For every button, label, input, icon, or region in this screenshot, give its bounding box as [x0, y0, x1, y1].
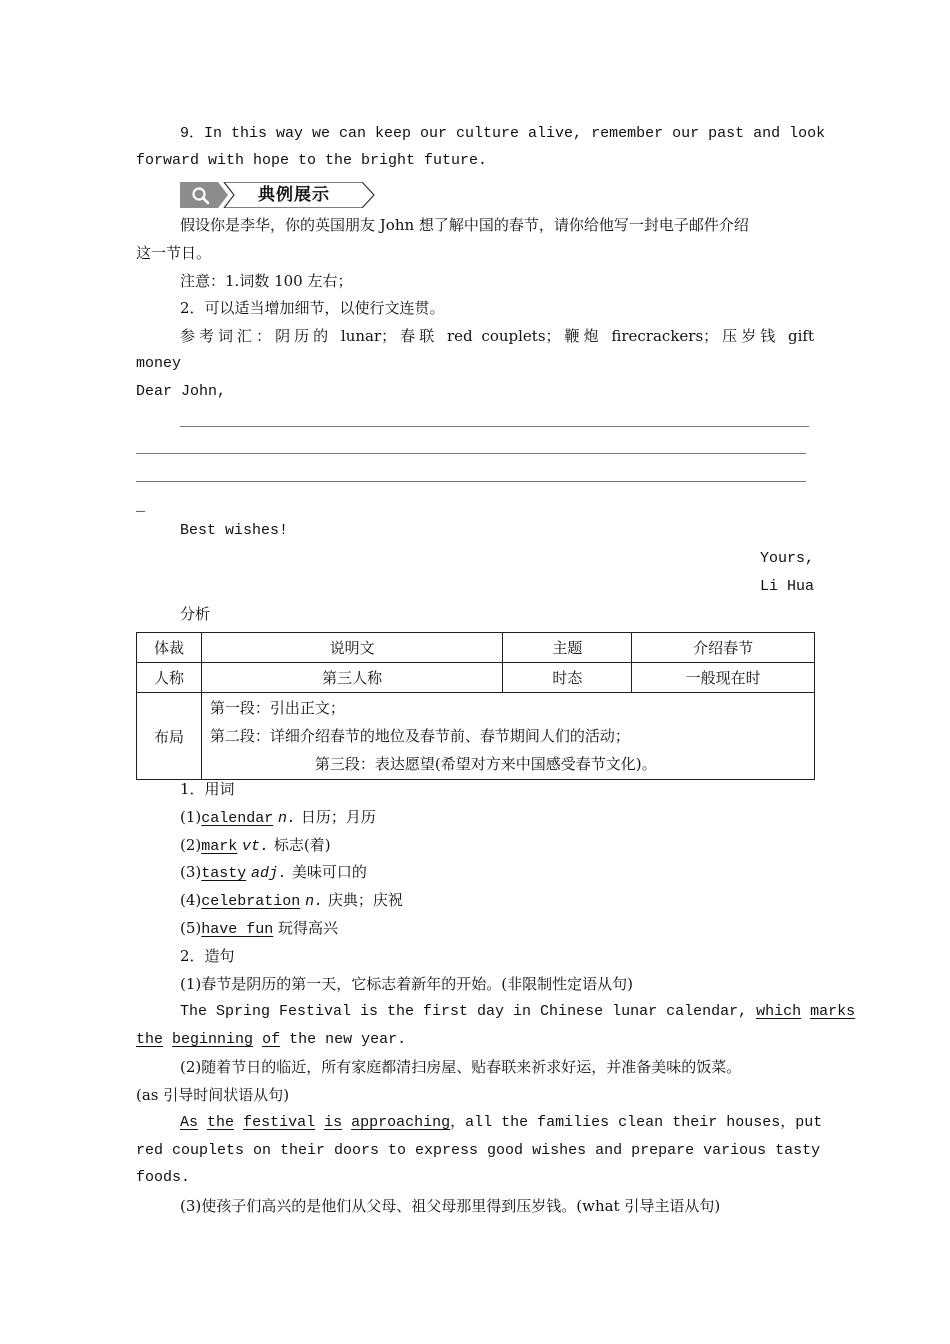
word-num: (3) [180, 863, 202, 881]
task-vocab2: money [136, 355, 182, 372]
writing-line-2 [136, 453, 806, 454]
word-pos: vt. [242, 838, 270, 855]
word-meaning: 玩得高兴 [278, 919, 339, 937]
section-banner [180, 182, 380, 208]
item9-line2: forward with hope to the bright future. [136, 152, 488, 169]
answer-blank: marks [810, 1003, 856, 1020]
writing-line-1 [180, 426, 809, 427]
answer-blank: is [324, 1114, 343, 1131]
item9-line1: 9．In this way we can keep our culture alive, remember our past and look [180, 125, 826, 142]
sentence2-chinese-line1: (2)随着节日的临近，所有家庭都清扫房屋、贴春联来祈求好运，并准备美味的饭菜。 [180, 1058, 742, 1076]
analysis-heading: 分析 [180, 605, 211, 623]
table-row [137, 693, 815, 780]
answer-blank: festival [243, 1114, 316, 1131]
letter-greeting: Dear John, [136, 383, 227, 400]
sentence3-chinese: (3)使孩子们高兴的是他们从父母、祖父母那里得到压岁钱。(what 引导主语从句) [180, 1197, 721, 1215]
answer-blank: beginning [172, 1031, 254, 1048]
word-item [180, 918, 814, 940]
answer-blank: of [262, 1031, 281, 1048]
word-answer: celebration [201, 893, 301, 910]
word-num: (5) [180, 919, 202, 937]
sentence-text: ，all the families clean their houses，put [450, 1114, 823, 1131]
writing-line-end: _ [136, 498, 146, 515]
task-line2: 这一节日。 [136, 244, 212, 262]
genre-value: 说明文 [201, 633, 503, 663]
layout-p3: 第三段：表达愿望(希望对方来中国感受春节文化)。 [314, 755, 657, 773]
genre-label: 体裁 [137, 633, 202, 663]
sentence2-chinese-line2: (as 引导时间状语从句) [136, 1086, 290, 1104]
sentence2-english-line1 [180, 1113, 823, 1133]
word-meaning: 庆典；庆祝 [327, 891, 403, 909]
task-note2: 2．可以适当增加细节，以使行文连贯。 [180, 299, 445, 317]
word-item [180, 835, 814, 857]
layout-label: 布局 [137, 693, 202, 780]
writing-line-3 [136, 481, 806, 482]
sentences-heading: 2．造句 [180, 947, 235, 965]
letter-signature: Li Hua [759, 578, 814, 595]
banner-title: 典例展示 [258, 185, 330, 205]
sentence1-english-line1 [180, 1002, 856, 1022]
word-meaning: 标志(着) [273, 836, 331, 854]
word-pos: adj. [251, 865, 288, 882]
sentence1-chinese: (1)春节是阴历的第一天，它标志着新年的开始。(非限制性定语从句) [180, 975, 633, 993]
analysis-table [136, 632, 815, 780]
word-num: (1) [180, 808, 202, 826]
tense-label: 时态 [503, 663, 632, 693]
word-answer: tasty [201, 865, 247, 882]
layout-p2: 第二段：详细介绍春节的地位及春节前、春节期间人们的活动； [209, 727, 630, 745]
word-pos: n. [305, 893, 324, 910]
letter-closing: Best wishes! [180, 522, 289, 539]
word-item [180, 890, 814, 912]
answer-blank: which [756, 1003, 802, 1020]
person-value: 第三人称 [201, 663, 503, 693]
task-vocab1: 参考词汇：阴历的 lunar；春联 red couplets；鞭炮 firecrackers；压岁钱 gift [180, 327, 814, 345]
topic-value: 介绍春节 [632, 633, 815, 663]
table-row [137, 633, 815, 663]
word-item [180, 862, 814, 884]
table-row [137, 663, 815, 693]
person-label: 人称 [137, 663, 202, 693]
sentence2-english-line2: red couplets on their doors to express good wishes and prepare various tasty [136, 1142, 821, 1159]
words-heading: 1．用词 [180, 780, 235, 798]
word-answer: have fun [201, 921, 274, 938]
word-meaning: 日历；月历 [300, 808, 376, 826]
sentence-text: the new year. [280, 1031, 407, 1048]
answer-blank: the [207, 1114, 235, 1131]
layout-p1: 第一段：引出正文； [209, 699, 345, 717]
layout-cell [201, 693, 814, 780]
answer-blank: the [136, 1031, 164, 1048]
tense-value: 一般现在时 [632, 663, 815, 693]
word-answer: calendar [201, 810, 274, 827]
sentence-text: The Spring Festival is the first day in Chinese lunar calendar, [180, 1003, 757, 1020]
word-item [180, 807, 814, 829]
sentence2-english-line3: foods. [136, 1169, 191, 1186]
topic-label: 主题 [503, 633, 632, 663]
word-num: (2) [180, 836, 202, 854]
sentence1-english-line2 [136, 1030, 814, 1050]
answer-blank: approaching [351, 1114, 451, 1131]
letter-yours: Yours, [759, 550, 814, 567]
word-pos: n. [278, 810, 297, 827]
word-num: (4) [180, 891, 202, 909]
task-line1: 假设你是李华，你的英国朋友 John 想了解中国的春节，请你给他写一封电子邮件介绍 [180, 216, 749, 234]
word-meaning: 美味可口的 [291, 863, 367, 881]
answer-blank: As [180, 1114, 199, 1131]
word-answer: mark [201, 838, 238, 855]
task-note1: 注意：1.词数 100 左右； [180, 272, 353, 290]
